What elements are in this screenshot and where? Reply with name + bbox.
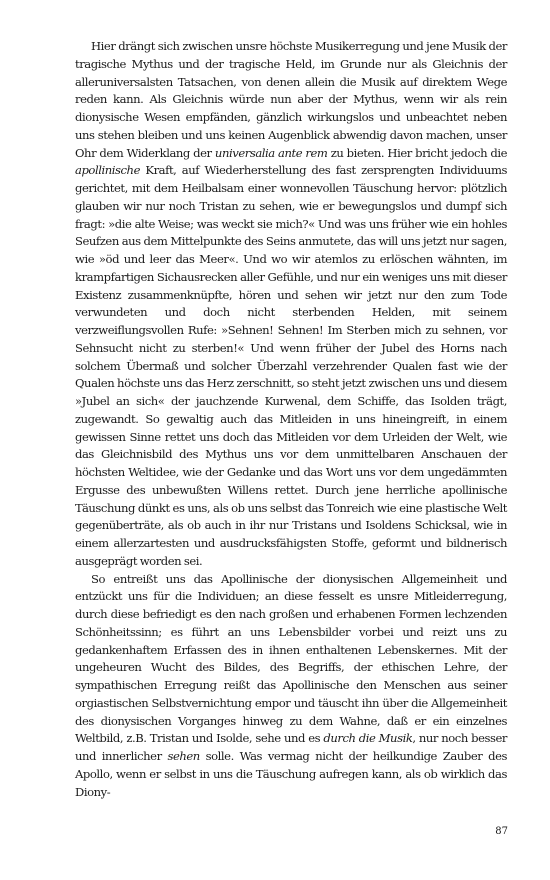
text-segment: solle. Was vermag nicht der heilkundige Zauber des Apollo, wenn er selbst in uns die Täuschung aufregen kann, als ob wirklich das Diony- bbox=[75, 749, 507, 799]
text-segment: Kraft, auf Wiederherstellung des fast zersprengten Individuums gerichtet, mit dem Heilbalsam einer wonnevollen Täuschung hervor: plötzlich glauben wir nur noch Tristan zu sehen, wie er bewegungslos und dumpf sich fragt: »die alte Weise; was weckt sie mich?« Und was uns früher wie ein hohles Seufzen aus dem Mittelpunkte des Seins anmutete, das will uns jetzt nur sagen, wie »öd und leer das Meer«. Und wo wir atemlos zu erlöschen wähnten, im krampfartigen Sichausrecken aller Gefühle, und nur ein weniges uns mit dieser Existenz zusammenknüpfte, hören und sehen wir jetzt nur den zum Tode verwundeten und doch nicht sterbenden Helden, mit seinem verzweiflungsvollen Rufe: »Sehnen! Sehnen! Im Sterben mich zu sehnen, vor Sehnsucht nicht zu sterben!« Und wenn früher der Jubel des Horns nach solchem Übermaß und solcher Überzahl verzehrender Qualen fast wie der Qualen höchste uns das Herz zerschnitt, so steht jetzt zwischen uns und diesem »Jubel an sich« der jauchzende Kurwenal, dem Schiffe, das Isolden trägt, zugewandt. So gewaltig auch das Mitleiden in uns hineingreift, in einem gewissen Sinne rettet uns doch das Mitleiden vor dem Urleiden der Welt, wie das Gleichnisbild des Mythus uns vor dem unmittelbaren Anschauen der höchsten Weltidee, wie der Gedanke und das Wort uns vor dem ungedämmten Ergusse des unbewußten Willens rettet. Durch jene herrliche apollinische Täuschung dünkt es uns, als ob uns selbst das Tonreich wie eine plastische Welt gegenüberträte, als ob auch in ihr nur Tristans und Isoldens Schicksal, wie in einem allerzartesten und ausdrucksfähigsten Stoffe, geformt und bildnerisch ausgeprägt worden sei. bbox=[75, 163, 507, 568]
text-segment: , nur noch besser und innerlicher bbox=[75, 731, 507, 763]
text-segment: Hier drängt sich zwischen unsre höchste Musikerregung und jene Musik der tragische Mythus und der tragische Held, im Grunde nur als Gleichnis der alleruniversalsten Tatsachen, von denen allein die Musik auf direktem Wege reden kann. Als Gleichnis würde nun aber der Mythus, wenn wir als rein dionysische Wesen empfänden, gänzlich wirkungslos und unbeachtet neben uns stehen bleiben und uns keinen Augenblick abwendig davon machen, unser Ohr dem Widerklang der bbox=[75, 39, 507, 160]
text-segment: So entreißt uns das Apollinische der dionysischen Allgemeinheit und entzückt uns für die Individuen; an diese fesselt es unsre Mitleiderregung, durch diese befriedigt es den nach großen und erhabenen Formen lechzenden Schönheitssinn; es führt an uns Lebensbilder vorbei und reizt uns zu gedankenhaftem Erfassen des in ihnen enthaltenen Lebenskernes. Mit der ungeheuren Wucht des Bildes, des Begriffs, der ethischen Lehre, der sympathischen Erregung reißt das Apollinische den Menschen aus seiner orgiastischen Selbstvernichtung empor und täuscht ihn über die Allgemeinheit des dionysischen Vorganges hinweg zu dem Wahne, daß er ein einzelnes Weltbild, z.B. Tristan und Isolde, sehe und es bbox=[75, 571, 507, 746]
body-text bbox=[75, 38, 507, 801]
paragraph-2 bbox=[75, 571, 507, 802]
paragraph-1 bbox=[75, 38, 507, 571]
italic-phrase-universalia-ante-rem: universalia ante rem bbox=[214, 145, 328, 160]
italic-word-apollinische: apollinische bbox=[75, 163, 140, 178]
italic-word-sehen: sehen bbox=[167, 749, 200, 763]
italic-phrase-durch-die-musik: durch die Musik bbox=[323, 731, 413, 746]
text-segment: zu bieten. Hier bricht jedoch die bbox=[327, 145, 507, 160]
page-number: 87 bbox=[495, 826, 508, 837]
